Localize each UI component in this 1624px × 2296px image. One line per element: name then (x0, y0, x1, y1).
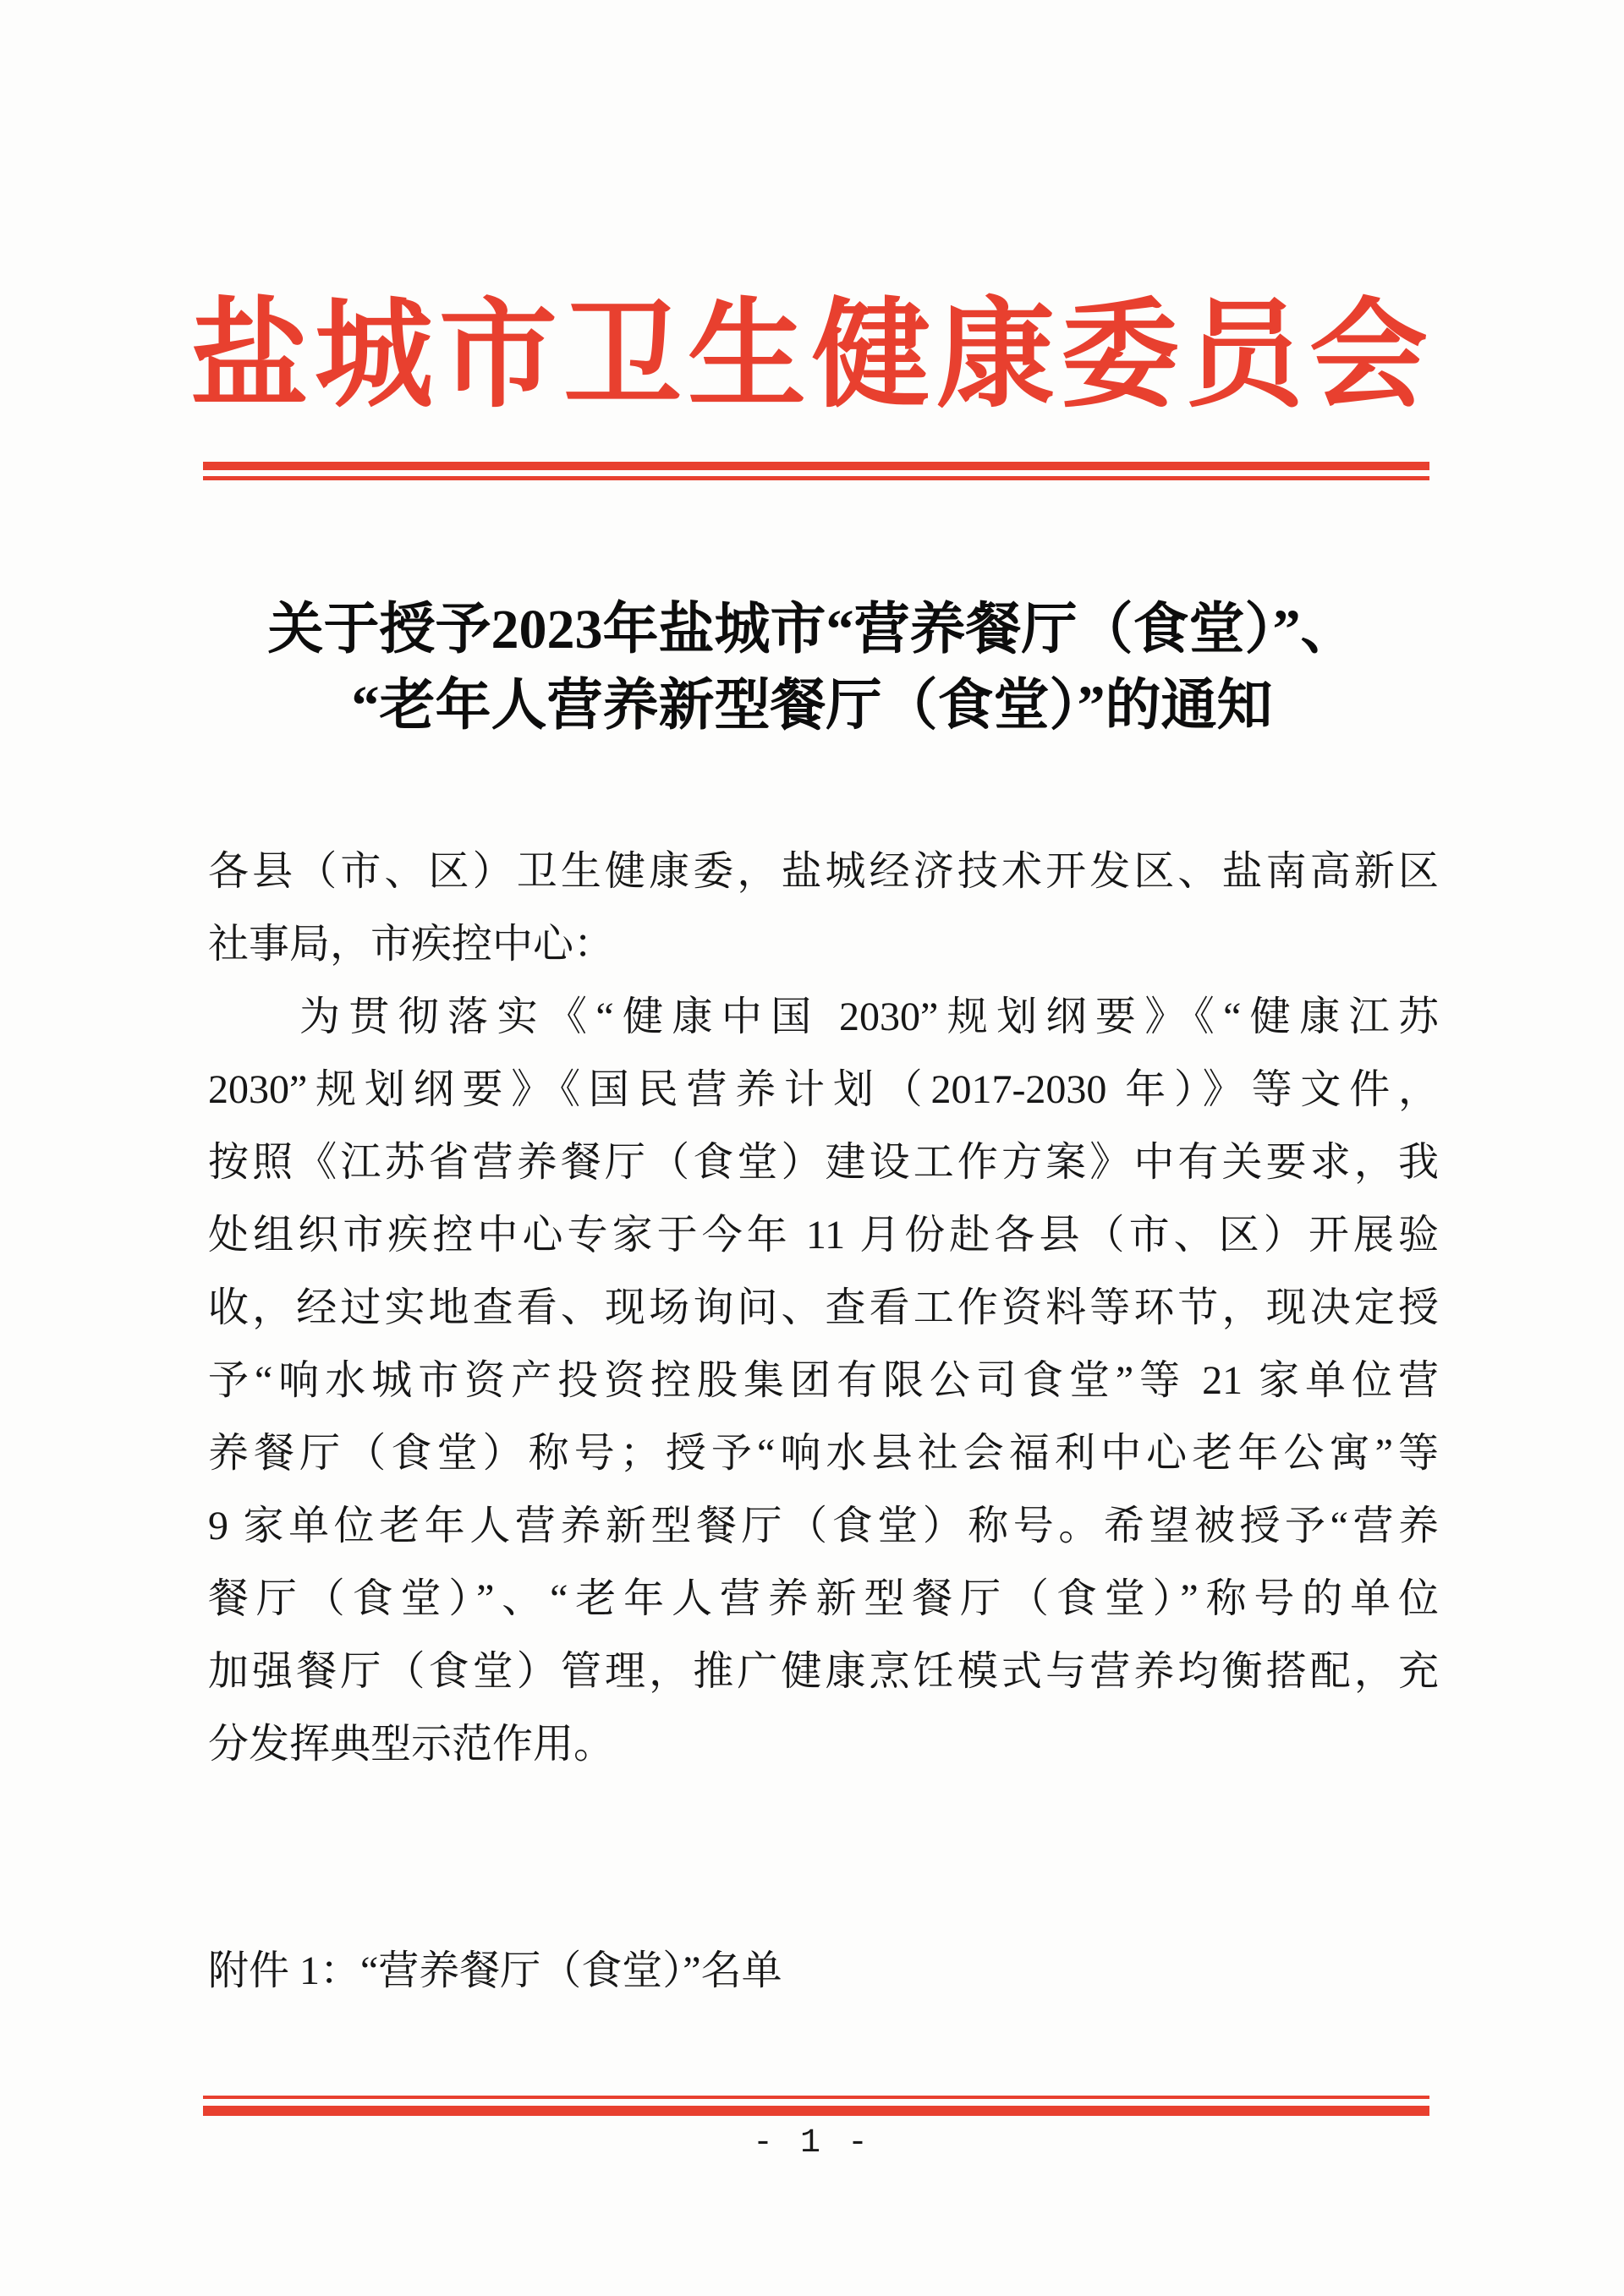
body-line: 各县（市、区）卫生健康委，盐城经济技术开发区、盐南高新区 (208, 849, 1439, 894)
attachment-note: 附件 1：“营养餐厅（食堂）”名单 (208, 1948, 782, 1993)
footer-divider (203, 2096, 1429, 2116)
body-line: 餐厅（食堂）”、“老年人营养新型餐厅（食堂）”称号的单位 (208, 1576, 1439, 1621)
body-line: 社事局，市疾控中心： (208, 922, 615, 967)
footer-divider-thin-line (203, 2096, 1429, 2099)
body-line: 9 家单位老年人营养新型餐厅（食堂）称号。希望被授予“营养 (208, 1504, 1439, 1548)
footer-divider-thick-line (203, 2106, 1429, 2116)
document-title-line-2: “老年人营养新型餐厅（食堂）”的通知 (351, 675, 1273, 737)
body-line: 处组织市疾控中心专家于今年 11 月份赴各县（市、区）开展验 (208, 1213, 1439, 1258)
body-line: 2030”规划纲要》《国民营养计划（2017-2030 年）》等文件， (208, 1067, 1439, 1112)
letterhead-org-name: 盐城市卫生健康委员会 (189, 291, 1434, 422)
document-title-line-1: 关于授予2023年盐城市“营养餐厅（食堂）”、 (267, 599, 1357, 660)
body-line: 按照《江苏省营养餐厅（食堂）建设工作方案》中有关要求，我 (208, 1140, 1439, 1185)
body-line: 予“响水城市资产投资控股集团有限公司食堂”等 21 家单位营 (208, 1358, 1439, 1403)
letterhead-divider-thick-line (203, 462, 1429, 470)
body-line: 为贯彻落实《“健康中国 2030”规划纲要》《“健康江苏 (299, 995, 1439, 1039)
letterhead-divider-thin-line (203, 476, 1429, 480)
body-line: 收，经过实地查看、现场询问、查看工作资料等环节，现决定授 (208, 1285, 1439, 1330)
body-line: 养餐厅（食堂）称号；授予“响水县社会福利中心老年公寓”等 (208, 1431, 1439, 1476)
document-title (0, 592, 1624, 744)
letterhead-divider (203, 462, 1429, 480)
body-line: 分发挥典型示范作用。 (208, 1722, 615, 1767)
body-line: 加强餐厅（食堂）管理，推广健康烹饪模式与营养均衡搭配，充 (208, 1649, 1439, 1694)
page-number: - 1 - (752, 2124, 872, 2162)
